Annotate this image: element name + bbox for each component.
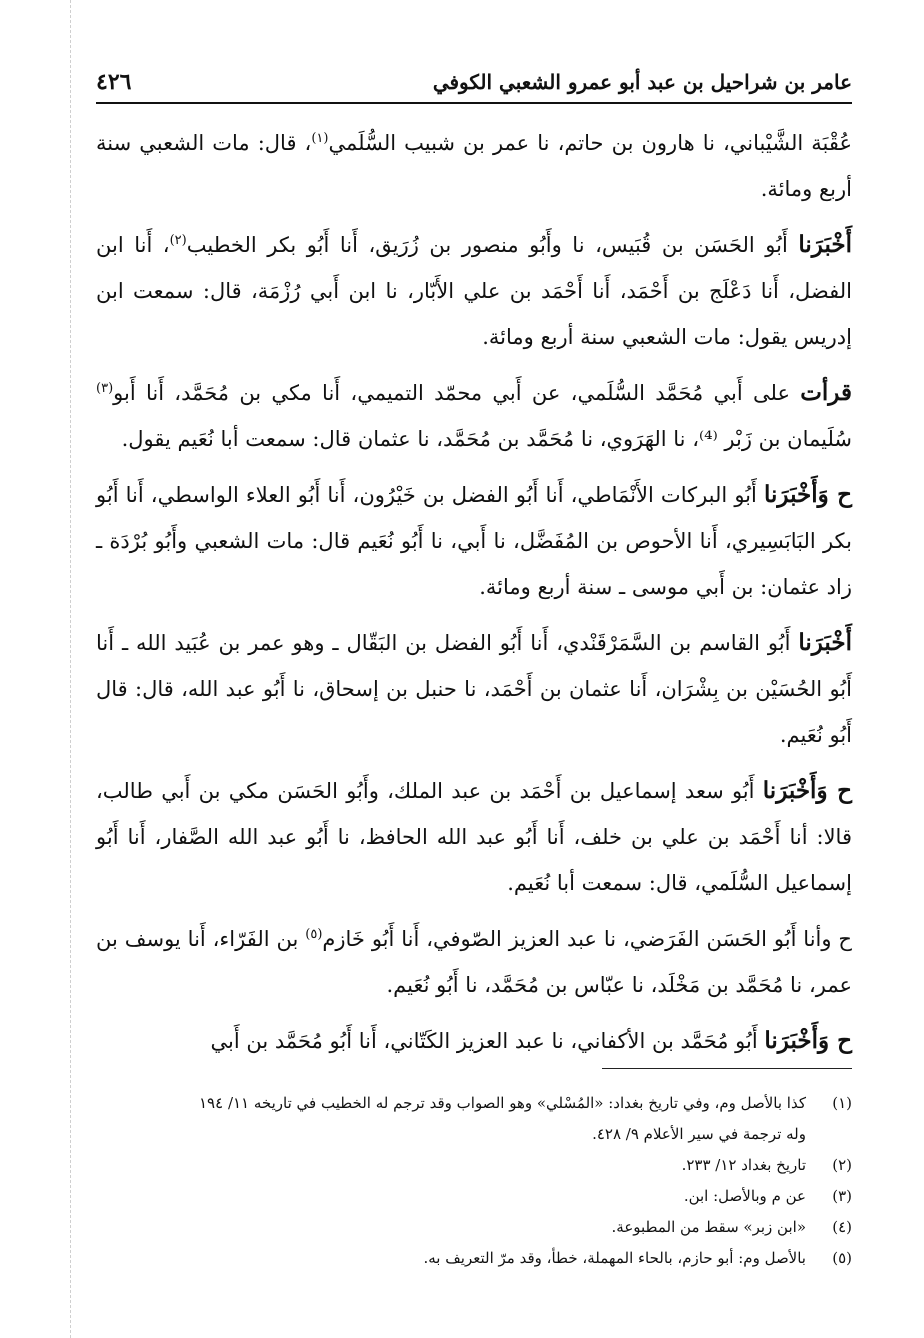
footnote-number: (٣) — [832, 1187, 852, 1205]
paragraph — [96, 370, 852, 462]
paragraph-text: أَبُو سعد إسماعيل بن أَحْمَد بن عبد الملك، وأَبُو الحَسَن مكي بن أَبي طالب، قالا: أنا أَحْمَد بن علي بن خلف، أَنا أَبُو عبد الله الحافظ، نا أَبُو عبد الله الصَّفار، أَنا أَبُو إسماعيل السُّلَمي، قال: سمعت أبا نُعَيم. — [96, 779, 852, 895]
paragraph — [96, 916, 852, 1008]
footnote-item — [96, 1212, 852, 1243]
footnote-item — [96, 1181, 852, 1212]
paragraph-text: على أَبي مُحَمَّد السُّلَمي، عن أَبي محمّد التميمي، أَنا مكي بن مُحَمَّد، أَنا أَبو — [113, 381, 790, 405]
paragraph-lead: قرأت — [800, 379, 852, 406]
paragraph-lead: ح وَأَخْبَرَنا — [764, 1027, 852, 1054]
paragraph-text-cont: بن الفَرّاء، أَنا يوسف بن عمر، نا مُحَمَّد بن مَخْلَد، نا عبّاس بن مُحَمَّد، نا أَبُو نُعَيم. — [96, 927, 852, 997]
scan-edge-line — [70, 0, 71, 1338]
footnote-number: (٥) — [832, 1249, 852, 1267]
footnote-number: (٢) — [832, 1156, 852, 1174]
footnote-text: تاريخ بغداد ١٢/ ٢٣٣. — [681, 1156, 806, 1174]
footnote-text: «ابن زبر» سقط من المطبوعة. — [611, 1218, 806, 1236]
paragraph-text: أَبُو مُحَمَّد بن الأكفاني، نا عبد العزيز الكَتّاني، أَنا أَبُو مُحَمَّد بن أَبي — [210, 1029, 758, 1053]
paragraph-text-cont: ، أَنا ابن الفضل، أَنا دَعْلَج بن أَحْمَد، أَنا أَحْمَد بن علي الأَبّار، نا ابن أَبي رُزْمَة، قال: سمعت ابن إدريس يقول: مات الشعبي سنة أربع ومائة. — [96, 233, 852, 349]
footnote-text: بالأصل وم: أبو حازم، بالحاء المهملة، خطأ، وقد مرّ التعريف به. — [423, 1249, 806, 1267]
paragraph-lead: ح وَأَخْبَرَنا — [762, 777, 853, 804]
page-header — [96, 62, 852, 104]
footnote-ref: (٢) — [169, 233, 187, 248]
paragraph-lead: ح وَأَخْبَرَنا — [763, 481, 852, 508]
footnote-ref: (١) — [311, 131, 329, 146]
footnote-divider — [602, 1068, 852, 1069]
paragraph-text: أَبُو البركات الأَنْمَاطي، أَنا أَبُو الفضل بن خَيْرُون، أَنا أَبُو العلاء الواسطي، أَنا أَبُو بكر البَابَسِيري، أَنا الأحوص بن المُفَضَّل، نا أَبي، نا أَبُو نُعَيم قال: مات الشعبي وأَبُو بُرْدَة ـ زاد عثمان: بن أَبي موسى ـ سنة أربع ومائة. — [96, 483, 852, 599]
paragraph-text: أَبُو القاسم بن السَّمَرْقَنْدي، أَنا أَبُو الفضل بن البَقّال ـ وهو عمر بن عُبَيد الله ـ أَنا أَبُو الحُسَيْن بن بِشْرَان، أَنا عثمان بن أَحْمَد، نا حنبل بن إسحاق، نا أَبُو عبد الله، قال: قال أَبُو نُعَيم. — [96, 631, 852, 747]
footnote-item — [96, 1243, 852, 1274]
footnotes — [96, 1088, 852, 1274]
footnote-ref: (٣) — [96, 381, 114, 396]
paragraph — [96, 1018, 852, 1064]
main-text — [96, 120, 852, 1074]
paragraph-text: ح وأنا أَبُو الحَسَن الفَرَضي، نا عبد العزيز الصّوفي، أَنا أَبُو خَازم — [322, 927, 852, 951]
footnote-text — [96, 1088, 806, 1150]
paragraph — [96, 768, 852, 906]
footnote-item — [96, 1088, 852, 1150]
paragraph — [96, 620, 852, 758]
paragraph — [96, 222, 852, 360]
paragraph-lead: أَخْبَرَنا — [798, 629, 852, 656]
footnote-line: كذا بالأصل وم، وفي تاريخ بغداد: «المُسْلي» وهو الصواب وقد ترجم له الخطيب في تاريخه ١١/ ١٩٤ — [199, 1094, 806, 1112]
footnote-ref: (٥) — [305, 927, 323, 942]
paragraph-text: أَبُو الحَسَن بن قُبَيس، نا وأَبُو منصور بن زُرَيق، أَنا أَبُو بكر الخطيب — [186, 233, 788, 257]
paragraph — [96, 472, 852, 610]
paragraph-lead: أَخْبَرَنا — [798, 231, 853, 258]
footnote-text: عن م وبالأصل: ابن. — [683, 1187, 806, 1205]
paragraph-text: عُقْبَة الشَّيْباني، نا هارون بن حاتم، نا عمر بن شبيب السُّلَمي — [328, 131, 853, 155]
footnote-number: (١) — [832, 1094, 852, 1112]
page-number: ٤٢٦ — [96, 69, 132, 95]
paragraph-text-cont: سُلَيمان بن زَبْر ⁽⁴⁾، نا الهَرَوي، نا مُحَمَّد بن مُحَمَّد، نا عثمان قال: سمعت أبا نُعَيم يقول. — [121, 427, 852, 451]
footnote-line: وله ترجمة في سير الأعلام ٩/ ٤٢٨. — [592, 1125, 806, 1143]
paragraph — [96, 120, 852, 212]
footnote-number: (٤) — [832, 1218, 852, 1236]
footnote-item — [96, 1150, 852, 1181]
paragraph-text-cont: ، قال: مات الشعبي سنة أربع ومائة. — [96, 131, 852, 201]
running-title: عامر بن شراحيل بن عبد أبو عمرو الشعبي الكوفي — [432, 70, 852, 94]
